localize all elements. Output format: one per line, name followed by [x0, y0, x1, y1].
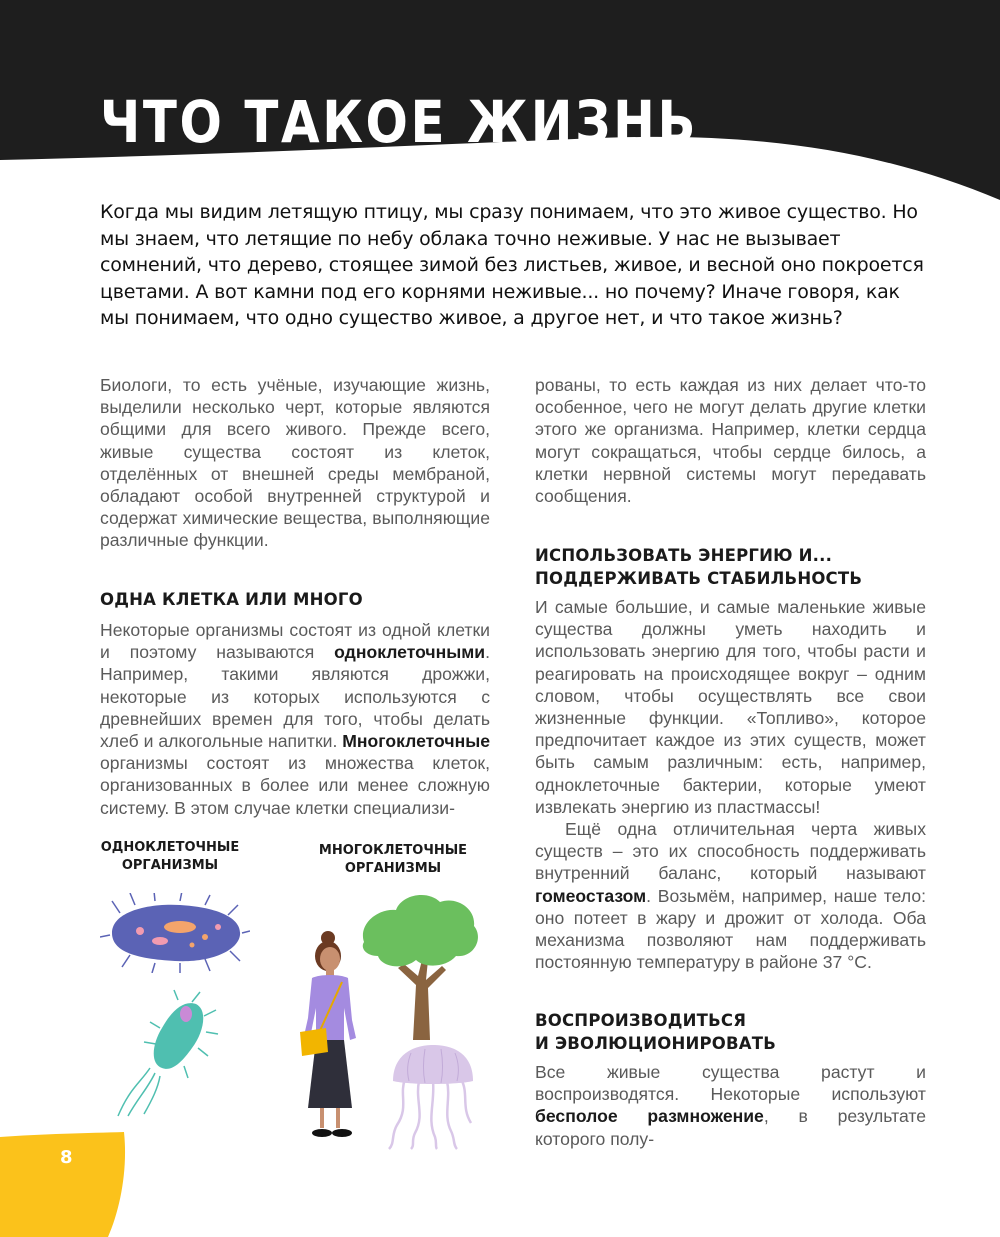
page-number: 8 — [60, 1147, 73, 1168]
term-multicellular: Многоклеточные — [342, 731, 490, 752]
energy-paragraph: И самые большие, и самые маленькие живые существа должны уметь находить и использовать энергию для того, чтобы расти и реагировать на происходящее вокруг – одним словом, чтобы осуществлять все свои жизненные функции. «Топливо», которое предпочитает каждое из этих существ, может быть самым различным: есть, например, одноклеточные бактерии, которые умеют извлекать энергию из пластмассы! — [535, 597, 926, 817]
section-heading-energy — [535, 545, 862, 590]
teal-bacterium-illustration — [100, 988, 220, 1118]
page-corner — [0, 1100, 130, 1237]
heading-line: И ЭВОЛЮЦИОНИРОВАТЬ — [535, 1033, 776, 1053]
section-heading-cells: ОДНА КЛЕТКА ИЛИ МНОГО — [100, 590, 363, 609]
heading-line: ПОДДЕРЖИВАТЬ СТАБИЛЬНОСТЬ — [535, 568, 863, 588]
text-run: . Например, такими являются дрожжи, некоторые из которых используются с древнейших времен для того, чтобы делать хлеб и алкогольные напитки. — [100, 642, 490, 752]
homeostasis-paragraph — [535, 818, 926, 973]
text-run: . Возьмём, например, наше тело: оно потеет в жару и дрожит от холода. Оба механизма позволяют нам поддерживать постоянную температуру в районе 37 °C. — [535, 885, 926, 973]
right-column-reproduce — [535, 1061, 926, 1150]
right-column-energy — [535, 596, 926, 973]
blue-cell-illustration — [100, 893, 250, 973]
text-run: Некоторые организмы состоят из одной клетки и поэтому называются — [100, 620, 490, 663]
text-run: Ещё одна отличительная черта живых существ – это их способность поддерживать внутренний баланс, который называют — [535, 819, 926, 884]
text-run: , в результате которого полу- — [535, 1106, 927, 1149]
term-homeostasis: гомеостазом — [535, 885, 647, 906]
heading-line: ВОСПРОИЗВОДИТЬСЯ — [535, 1011, 747, 1030]
tree-illustration — [358, 890, 483, 1040]
section-heading-reproduce — [535, 1010, 776, 1055]
label-multicellular: МНОГОКЛЕТОЧНЫЕ ОРГАНИЗМЫ — [318, 843, 468, 876]
term-asexual-reproduction: бесполое размножение — [535, 1106, 764, 1127]
term-unicellular: одноклеточными — [334, 642, 486, 663]
biologists-paragraph: Биологи, то есть учёные, изучающие жизнь, выделили несколько черт, которые являются общими для всего живого. Прежде всего, живые существа состоят из клеток, отделённых от внешней среды мембраной, обладают особой внутренней структурой и содержат химические вещества, выполняющие различные функции. — [100, 375, 490, 551]
label-unicellular: ОДНОКЛЕТОЧНЫЕ ОРГАНИЗМЫ — [100, 840, 240, 873]
left-column-cells — [100, 619, 490, 819]
page-title: ЧТО ТАКОЕ ЖИЗНЬ — [100, 88, 699, 156]
right-column-cont — [535, 374, 926, 507]
cells-paragraph — [100, 619, 490, 819]
text-run: Все живые существа растут и воспроизводятся. Некоторые используют — [535, 1062, 926, 1105]
text-run: организмы состоят из множества клеток, организованных в более или менее сложную систему. В этом случае клетки специализи- — [100, 753, 490, 818]
specialized-cells-paragraph: рованы, то есть каждая из них делает что-то особенное, чего не могут делать другие клетки этого же организма. Например, клетки сердца могут сокращаться, чтобы сердце билось, а клетки нервной системы могут передавать сообщения. — [535, 375, 926, 507]
left-column-intro — [100, 374, 490, 552]
jellyfish-illustration — [385, 1045, 480, 1150]
intro-paragraph: Когда мы видим летящую птицу, мы сразу понимаем, что это живое существо. Но мы знаем, что летящие по небу облака точно неживые. У нас не вызывает сомнений, что дерево, стоящее зимой без листьев, живое, и весной оно покроется цветами. А вот камни под его корнями неживые... но почему? Иначе говоря, как мы понимаем, что одно существо живое, а другое нет, и что такое жизнь? — [100, 201, 924, 329]
heading-line: ИСПОЛЬЗОВАТЬ ЭНЕРГИЮ И... — [535, 546, 833, 565]
reproduction-paragraph — [535, 1061, 926, 1150]
